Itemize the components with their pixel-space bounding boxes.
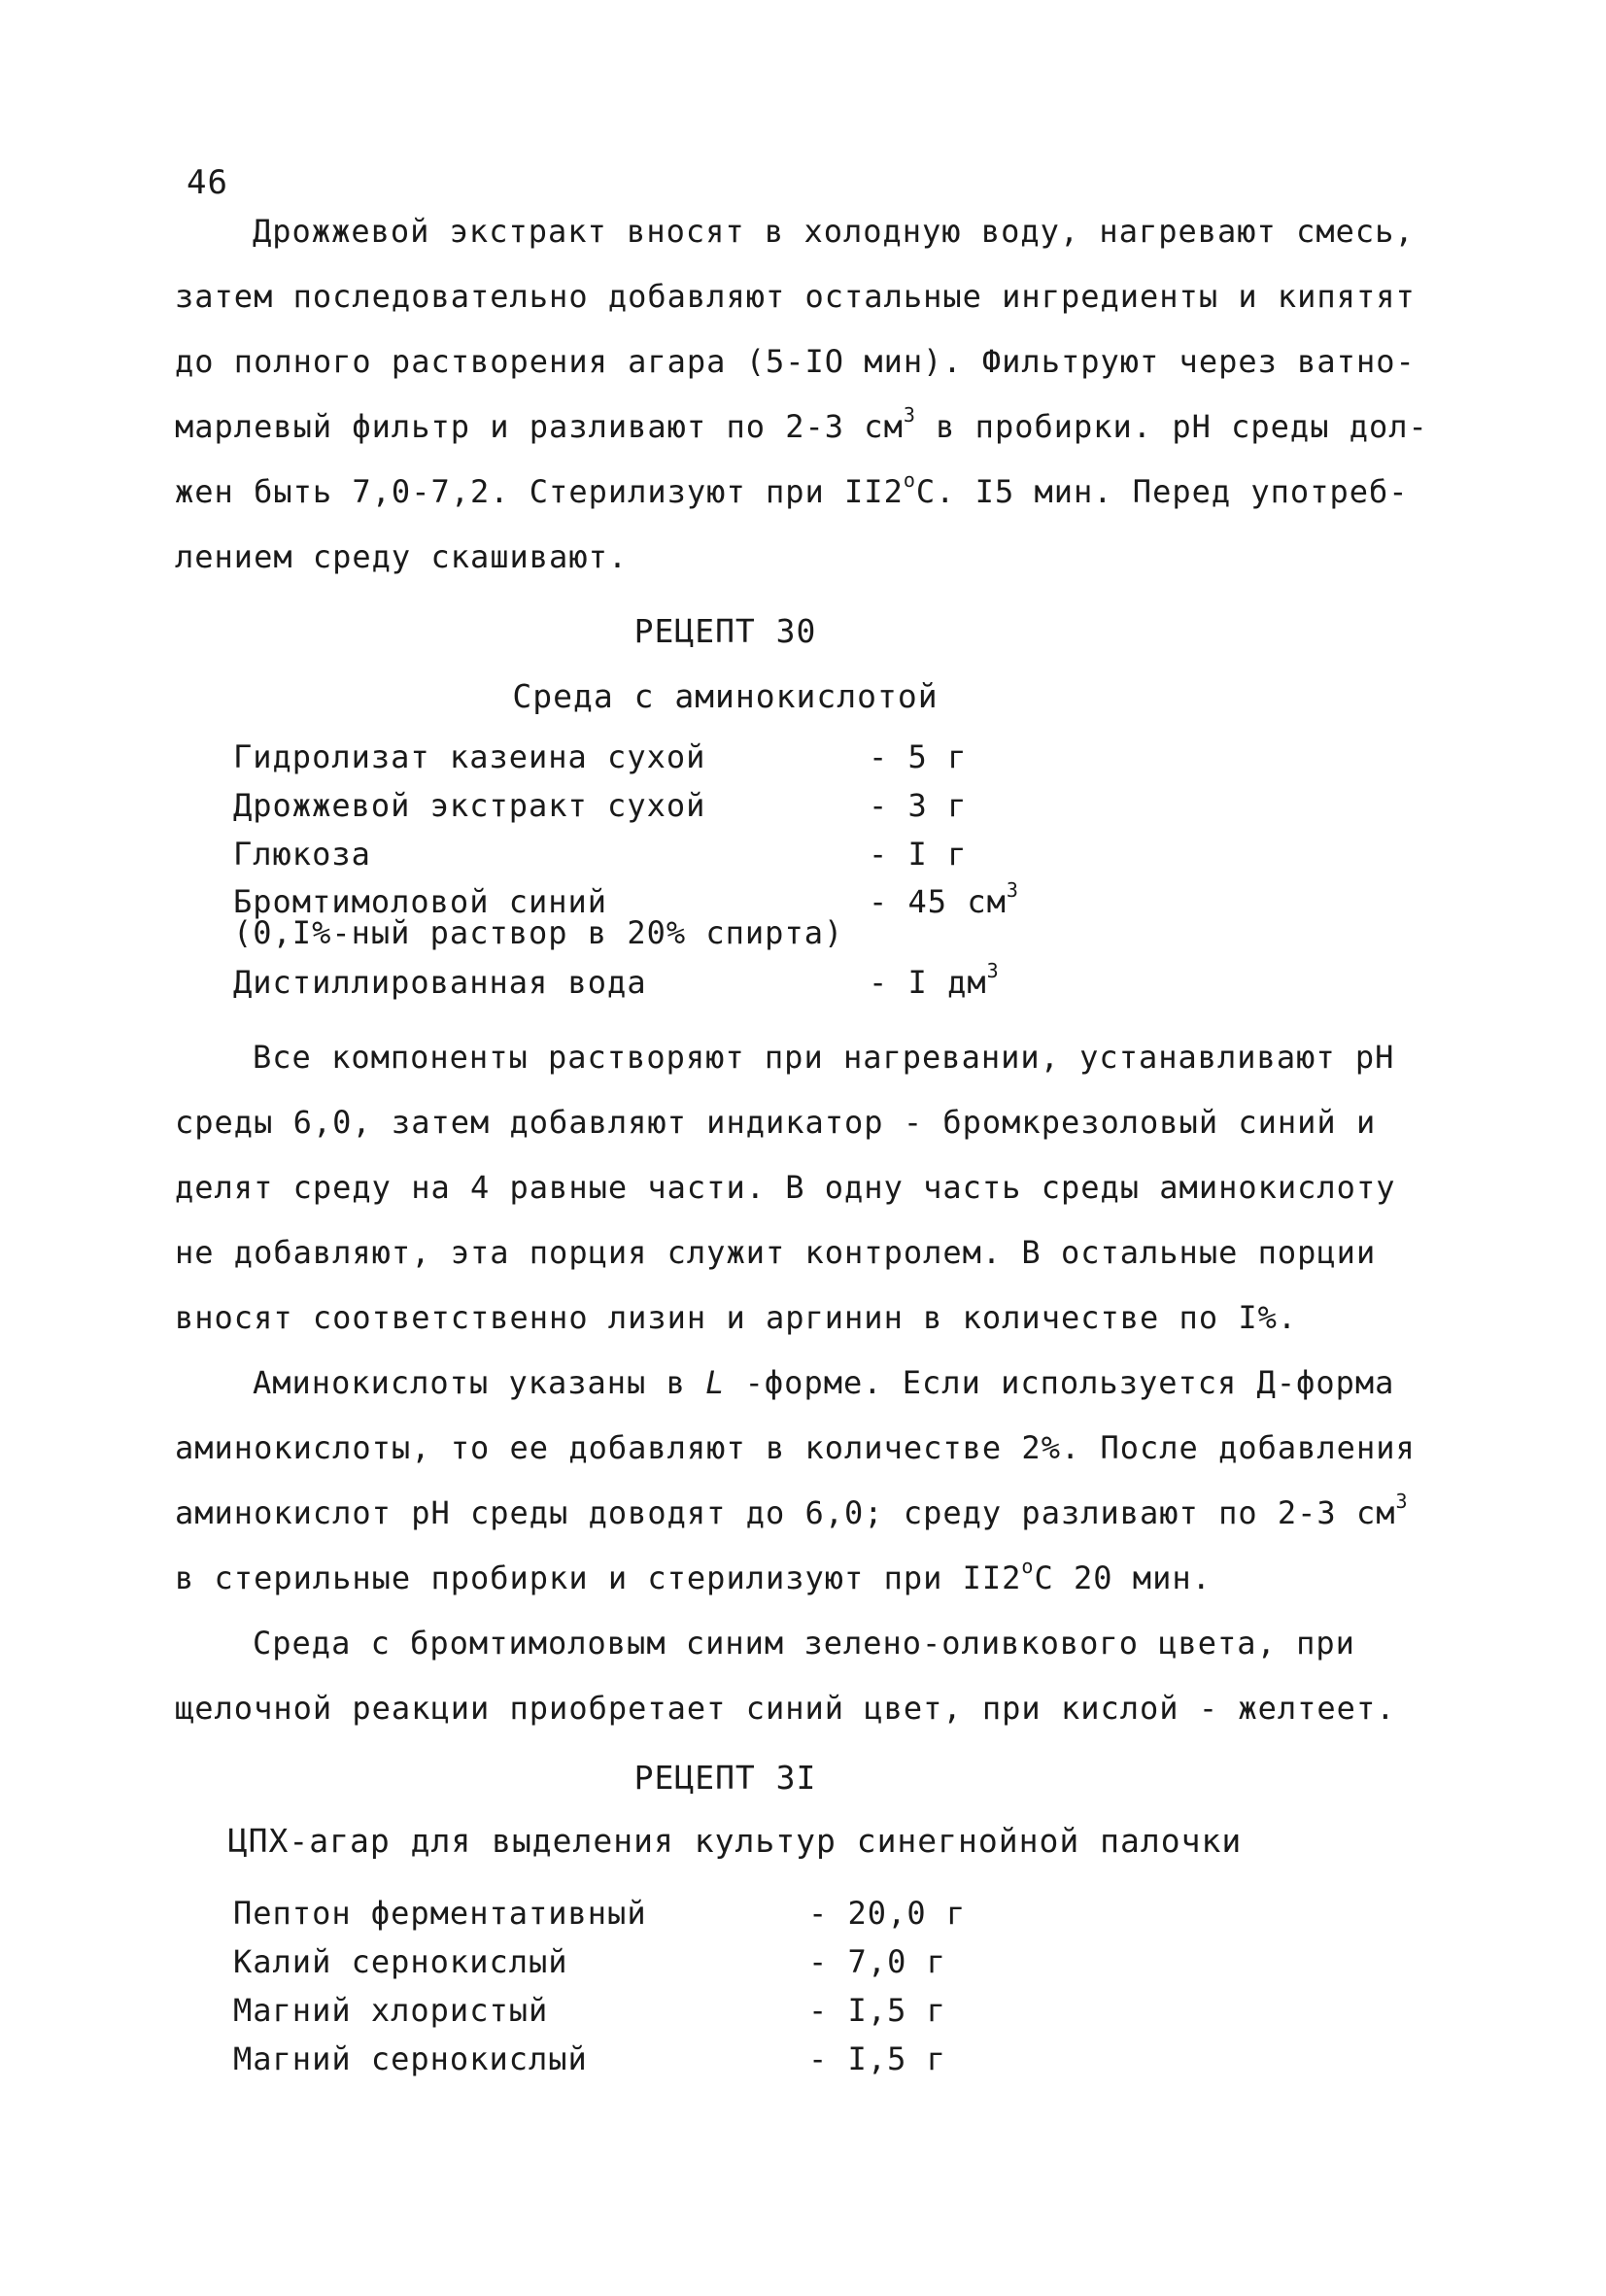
- paragraph-line: вносят соответственно лизин и аргинин в количестве по I%.: [175, 1299, 1298, 1336]
- ingredient-name: Бромтимоловой синий: [233, 883, 608, 920]
- paragraph-line: затем последовательно добавляют остальные ингредиенты и кипятят: [175, 278, 1416, 315]
- paragraph-line: аминокислоты, то ее добавляют в количестве 2%. После добавления: [175, 1429, 1416, 1466]
- color-paragraph: [175, 1611, 1438, 1741]
- paragraph-line: Все компоненты растворяют при нагревании, устанавливают рН: [253, 1039, 1395, 1076]
- ingredient-row: [233, 738, 968, 787]
- ingredient-row: [233, 959, 1000, 1012]
- paragraph-line: щелочной реакции приобретает синий цвет, при кислой - желтеет.: [175, 1690, 1396, 1727]
- amino-acid-paragraph: [175, 1351, 1438, 1611]
- ingredient-qty: - 5 г: [869, 738, 968, 775]
- recipe-30-title: РЕЦЕПТ 30: [633, 612, 817, 650]
- ingredient-name: Глюкоза: [233, 836, 371, 873]
- ingredient-note: (0,I%-ный раствор в 20% спирта): [233, 914, 844, 951]
- paragraph-line: делят среду на 4 равные части. В одну часть среды аминокислоту: [175, 1169, 1396, 1206]
- ingredient-qty: - 3 г: [869, 787, 968, 824]
- ingredient-qty: - I г: [869, 836, 968, 873]
- recipe-31-subtitle: ЦПХ-агар для выделения культур синегнойной палочки: [227, 1822, 1243, 1860]
- ingredient-row: [233, 2040, 946, 2089]
- paragraph-line: Аминокислоты указаны в L -форме. Если используется Д-форма: [253, 1364, 1395, 1401]
- ingredient-name: Магний хлористый: [233, 1992, 549, 2029]
- paragraph-line: Дрожжевой экстракт вносят в холодную воду, нагревают смесь,: [253, 213, 1415, 250]
- paragraph-line: Среда с бромтимоловым синим зелено-оливкового цвета, при: [253, 1625, 1355, 1662]
- ingredient-name: Дистиллированная вода: [233, 964, 647, 1001]
- ingredient-name: Магний сернокислый: [233, 2040, 588, 2077]
- recipe-31-ingredients: [233, 1895, 967, 2089]
- paragraph-line: аминокислот рН среды доводят до 6,0; среду разливают по 2-3 $см^3$: [175, 1490, 1409, 1531]
- paragraph-line: в стерильные пробирки и стерилизуют при $II2^оС$ 20 мин.: [175, 1555, 1212, 1596]
- paragraph-line: среды 6,0, затем добавляют индикатор - бромкрезоловый синий и: [175, 1104, 1377, 1141]
- ingredient-qty: - 45 $см^3$: [869, 878, 1019, 920]
- ingredient-qty: - 7,0 г: [808, 1943, 946, 1980]
- ingredient-qty: - I,5 г: [808, 2040, 946, 2077]
- intro-paragraph: [175, 199, 1438, 590]
- ingredient-row: [233, 787, 968, 836]
- recipe-31-title: РЕЦЕПТ 3I: [633, 1759, 817, 1797]
- paragraph-line: марлевый фильтр и разливают по 2-3 $см^3$ в пробирки. рН среды дол-: [175, 403, 1428, 445]
- ingredient-row: [233, 1895, 967, 1943]
- ingredient-row: [233, 878, 1019, 964]
- method-paragraph: [175, 1025, 1438, 1351]
- ingredient-name: Гидролизат казеина сухой: [233, 738, 706, 775]
- paragraph-line: лением среду скашивают.: [175, 538, 629, 575]
- paragraph-line: до полного растворения агара (5-IO мин). Фильтруют через ватно-: [175, 343, 1416, 380]
- recipe-30-ingredients: [233, 738, 1019, 1012]
- recipe-30-subtitle: Среда с аминокислотой: [512, 677, 939, 715]
- page-number: 46: [187, 163, 228, 202]
- ingredient-name: Дрожжевой экстракт сухой: [233, 787, 706, 824]
- ingredient-row: [233, 1943, 946, 1992]
- ingredient-row: [233, 836, 968, 884]
- ingredient-row: [233, 1992, 946, 2040]
- ingredient-name: Пептон ферментативный: [233, 1895, 647, 1932]
- paragraph-line: жен быть 7,0-7,2. Стерилизуют при $II2^оС$. I5 мин. Перед употреб-: [175, 468, 1409, 510]
- ingredient-qty: - I,5 г: [808, 1992, 946, 2029]
- ingredient-qty: - 20,0 г: [808, 1895, 967, 1932]
- paragraph-line: не добавляют, эта порция служит контролем. В остальные порции: [175, 1234, 1377, 1271]
- ingredient-qty: - I $дм^3$: [869, 959, 1000, 1001]
- ingredient-name: Калий сернокислый: [233, 1943, 568, 1980]
